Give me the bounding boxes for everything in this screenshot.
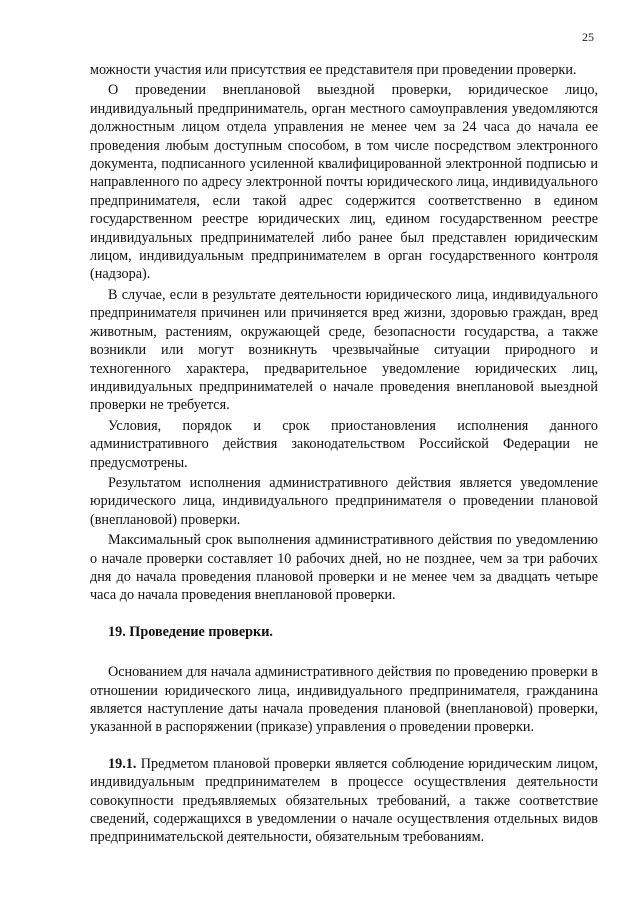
paragraph-max-term: Максимальный срок выполнения административного действия по уведомлению о начале проверки составляет 10 рабочих дней, но не позднее, чем за три рабочих дня до начала проведения плановой проверки и не менее чем за двадцать четыре часа до начала проведения внеплановой проверки. bbox=[90, 532, 598, 604]
page-number: 25 bbox=[582, 30, 594, 44]
document-body bbox=[90, 61, 598, 847]
section-heading-19: 19. Проведение проверки. bbox=[108, 623, 273, 640]
subsection-number-19-1: 19.1. bbox=[108, 755, 137, 772]
paragraph-result: Результатом исполнения административного действия является уведомление юридического лица, индивидуального предпринимателя о проведении плановой (внеплановой) проверки. bbox=[90, 474, 598, 528]
paragraph-continuation: можности участия или присутствия ее представителя при проведении проверки. bbox=[90, 62, 577, 78]
paragraph-emergency-case: В случае, если в результате деятельности юридического лица, индивидуального предпринимателя причинен или причиняется вред жизни, здоровью граждан, вред животным, растениям, окружающей среде, безопасности государства, а также возникли или могут возникнуть чрезвычайные ситуации природного и техногенного характера, предварительное уведомление юридических лиц, индивидуальных предпринимателей о начале проведения внеплановой выездной проверки не требуется. bbox=[90, 286, 598, 414]
paragraph-notification: О проведении внеплановой выездной проверки, юридическое лицо, индивидуальный предприниматель, орган местного самоуправления уведомляются должностным лицом отдела управления не менее чем за 24 часа до начала ее проведения любым доступным способом, в том числе посредством электронного документа, подписанного усиленной квалифицированной электронной подписью и направленного по адресу электронной почты юридического лица, индивидуального предпринимателя, если такой адрес содержится соответственно в едином государственном реестре юридических лиц, едином государственном реестре индивидуальных предпринимателей либо ранее был представлен юридическим лицом, индивидуальным предпринимателем в орган государственного контроля (надзора). bbox=[90, 82, 598, 283]
paragraph-subsection-19-1 bbox=[90, 755, 598, 847]
subsection-text-19-1: Предметом плановой проверки является соблюдение юридическим лицом, индивидуальным предпринимателем в процессе осуществления деятельности совокупности предъявляемых обязательных требований, а также соответствие сведений, содержащихся в уведомлении о начале осуществления отдельных видов предпринимательской деятельности, обязательным требованиям. bbox=[90, 755, 598, 846]
paragraph-section-19-intro: Основанием для начала административного действия по проведению проверки в отношении юридического лица, индивидуального предпринимателя, гражданина является наступление даты начала проведения плановой (внеплановой) проверки, указанной в распоряжении (приказе) управления о проведении проверки. bbox=[90, 664, 598, 736]
paragraph-suspension-conditions: Условия, порядок и срок приостановления исполнения данного административного действия законодательством Российской Федерации не предусмотрены. bbox=[90, 417, 598, 471]
